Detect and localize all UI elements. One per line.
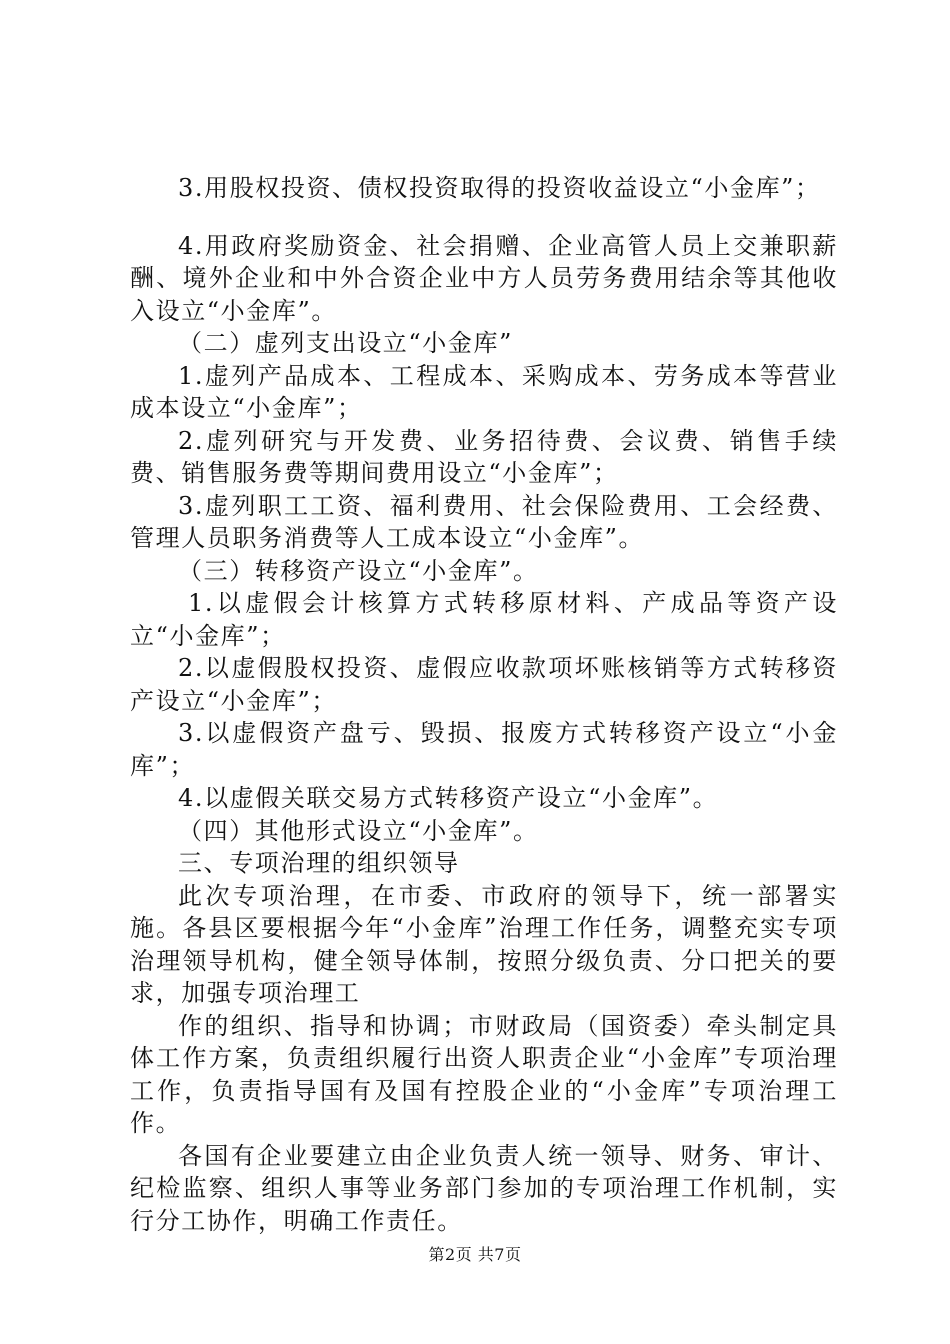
paragraph-false-equity: 2.以虚假股权投资、虚假应收款项坏账核销等方式转移资产设立“小金库”； — [130, 654, 838, 715]
section-heading-organization: 三、专项治理的组织领导 — [178, 849, 460, 877]
section-heading-false-expenses: （二）虚列支出设立“小金库” — [178, 329, 513, 357]
paragraph-false-losses: 3.以虚假资产盘亏、毁损、报废方式转移资产设立“小金库”； — [130, 719, 838, 780]
document-body — [130, 172, 838, 1237]
paragraph-labor-costs: 3.虚列职工工资、福利费用、社会保险费用、工会经费、管理人员职务消费等人工成本设立“小金库”。 — [130, 491, 838, 552]
paragraph-finance-bureau: 作的组织、指导和协调；市财政局（国资委）牵头制定具体工作方案，负责组织履行出资人职责企业“小金库”专项治理工作，负责指导国有及国有控股企业的“小金库”专项治理工作。 — [130, 1011, 838, 1137]
paragraph-enterprise-mechanism: 各国有企业要建立由企业负责人统一领导、财务、审计、纪检监察、组织人事等业务部门参加的专项治理工作机制，实行分工协作，明确工作责任。 — [130, 1141, 838, 1235]
paragraph-false-accounting: 1.以虚假会计核算方式转移原材料、产成品等资产设立“小金库”； — [130, 589, 838, 650]
paragraph-item-4-other-income: 4.用政府奖励资金、社会捐赠、企业高管人员上交兼职薪酬、境外企业和中外合资企业中方人员劳务费用结余等其他收入设立“小金库”。 — [130, 231, 838, 325]
paragraph-item-3-investment-income: 3.用股权投资、债权投资取得的投资收益设立“小金库”； — [178, 174, 821, 202]
paragraph-leadership: 此次专项治理，在市委、市政府的领导下，统一部署实施。各县区要根据今年“小金库”治理工作任务，调整充实专项治理领导机构，健全领导体制，按照分级负责、分口把关的要求，加强专项治理工 — [130, 881, 838, 1007]
paragraph-period-expenses: 2.虚列研究与开发费、业务招待费、会议费、销售手续费、销售服务费等期间费用设立“小金库”； — [130, 426, 838, 487]
page-number-footer: 第2页 共7页 — [428, 1245, 522, 1264]
paragraph-related-transactions: 4.以虚假关联交易方式转移资产设立“小金库”。 — [178, 784, 719, 812]
section-heading-asset-transfer: （三）转移资产设立“小金库”。 — [178, 556, 539, 585]
paragraph-operating-costs: 1.虚列产品成本、工程成本、采购成本、劳务成本等营业成本设立“小金库”； — [130, 361, 838, 422]
section-heading-other-forms: （四）其他形式设立“小金库”。 — [178, 816, 539, 845]
